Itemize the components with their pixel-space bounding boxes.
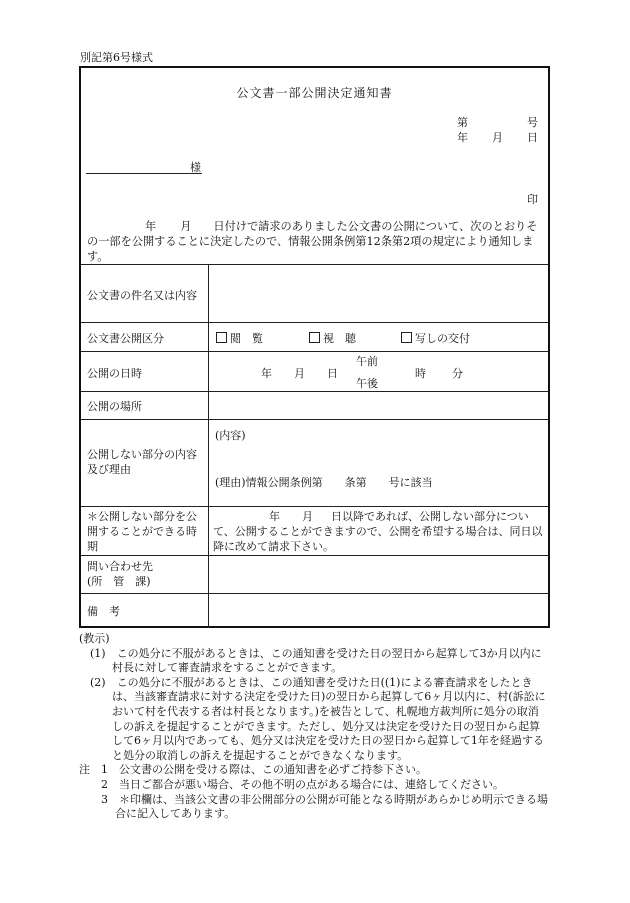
addressee-sama: 様 [190, 161, 201, 174]
seal-mark: 印 [527, 193, 538, 206]
withheld-content: (内容) [215, 429, 246, 442]
datetime-hour: 時 [415, 367, 426, 380]
note-item-2: 2 当日ご都合が悪い場合、その他不明の点がある場合には、連絡してください。 [101, 777, 504, 791]
datetime-pm: 午後 [356, 377, 378, 390]
date-day: 日 [527, 131, 538, 144]
intro-paragraph: 年 月 日付けで請求のありました公文書の公開について、次のとおりその一部を公開することに決定したので、情報公開条例第12条第2項の規定により通知します。 [87, 220, 538, 263]
withheld-label: 公開しない部分の内容及び理由 [87, 448, 197, 476]
row-divider [81, 391, 548, 392]
contact-sub-label: (所 管 課) [87, 575, 151, 588]
contact-label: 問い合わせ先 [87, 560, 153, 573]
row-divider [81, 264, 548, 265]
row-divider [81, 555, 548, 556]
checkbox-icon[interactable] [309, 332, 320, 343]
row-divider [81, 419, 548, 420]
subject-label: 公文書の件名又は内容 [87, 289, 197, 302]
future-text: 年 月 日以降であれば、公開しない部分について、公開することができますので、公開を希望する場合は、同日以降に改めて請求下さい。 [213, 510, 543, 553]
datetime-am: 午前 [356, 355, 378, 368]
place-label: 公開の場所 [87, 400, 142, 413]
notice-form [79, 66, 550, 628]
future-label: ＊公開しない部分を公開することができる時期 [87, 510, 197, 553]
number-go: 号 [527, 116, 538, 129]
datetime-minute: 分 [452, 367, 463, 380]
checkbox-icon[interactable] [401, 332, 412, 343]
instruction-heading: (教示) [79, 632, 110, 645]
row-divider [81, 351, 548, 352]
checkbox-icon[interactable] [216, 332, 227, 343]
category-label: 公文書公開区分 [87, 332, 164, 345]
note-item-3: 3 ＊印欄は、当該公文書の非公開部分の公開が可能となる時期があらかじめ明示できる場合に記入してあります。 [101, 792, 548, 821]
datetime-month: 月 [294, 367, 305, 380]
date-year: 年 [457, 131, 468, 144]
row-divider [81, 322, 548, 323]
document-title: 公文書一部公開決定通知書 [236, 86, 393, 100]
form-number-label: 別記第6号様式 [80, 51, 153, 64]
instruction-item-1: (1) この処分に不服があるときは、この通知書を受けた日の翌日から起算して3か月以内に村長に対して審査請求をすることができます。 [90, 646, 542, 675]
number-dai: 第 [457, 116, 468, 129]
column-divider [208, 264, 209, 628]
option-copy[interactable]: 写しの交付 [401, 330, 470, 346]
option-viewing[interactable]: 視 聴 [309, 330, 356, 346]
withheld-reason: (理由)情報公開条例第 条第 号に該当 [215, 476, 433, 489]
notes-section [79, 632, 549, 822]
instruction-item-2: (2) この処分に不服があるときは、この通知書を受けた日((1)による審査請求をしたときは、当該審査請求に対する決定を受けた日)の翌日から起算して6ヶ月以内に、村(訴訟において村を代表する者は村長となります。)を被告として、札幌地方裁判所に処分の取消しの訴えを提起することができます。ただし、処分又は決定を受けた日の翌日から起算して6ヶ月以内であっても、処分又は決定を受けた日の翌日から起算して1年を経過すると処分の取消しの訴えを提起することができなくなります。 [90, 675, 546, 762]
datetime-day: 日 [327, 367, 338, 380]
addressee-line [86, 173, 202, 174]
row-divider [81, 593, 548, 594]
option-reading[interactable]: 閲 覧 [216, 330, 263, 346]
datetime-year: 年 [261, 367, 272, 380]
note-item-1: 注 1 公文書の公開を受ける際は、この通知書を必ずご持参下さい。 [79, 763, 427, 777]
datetime-label: 公開の日時 [87, 367, 142, 380]
row-divider [81, 506, 548, 507]
remarks-label: 備 考 [87, 605, 120, 618]
date-month: 月 [492, 131, 503, 144]
